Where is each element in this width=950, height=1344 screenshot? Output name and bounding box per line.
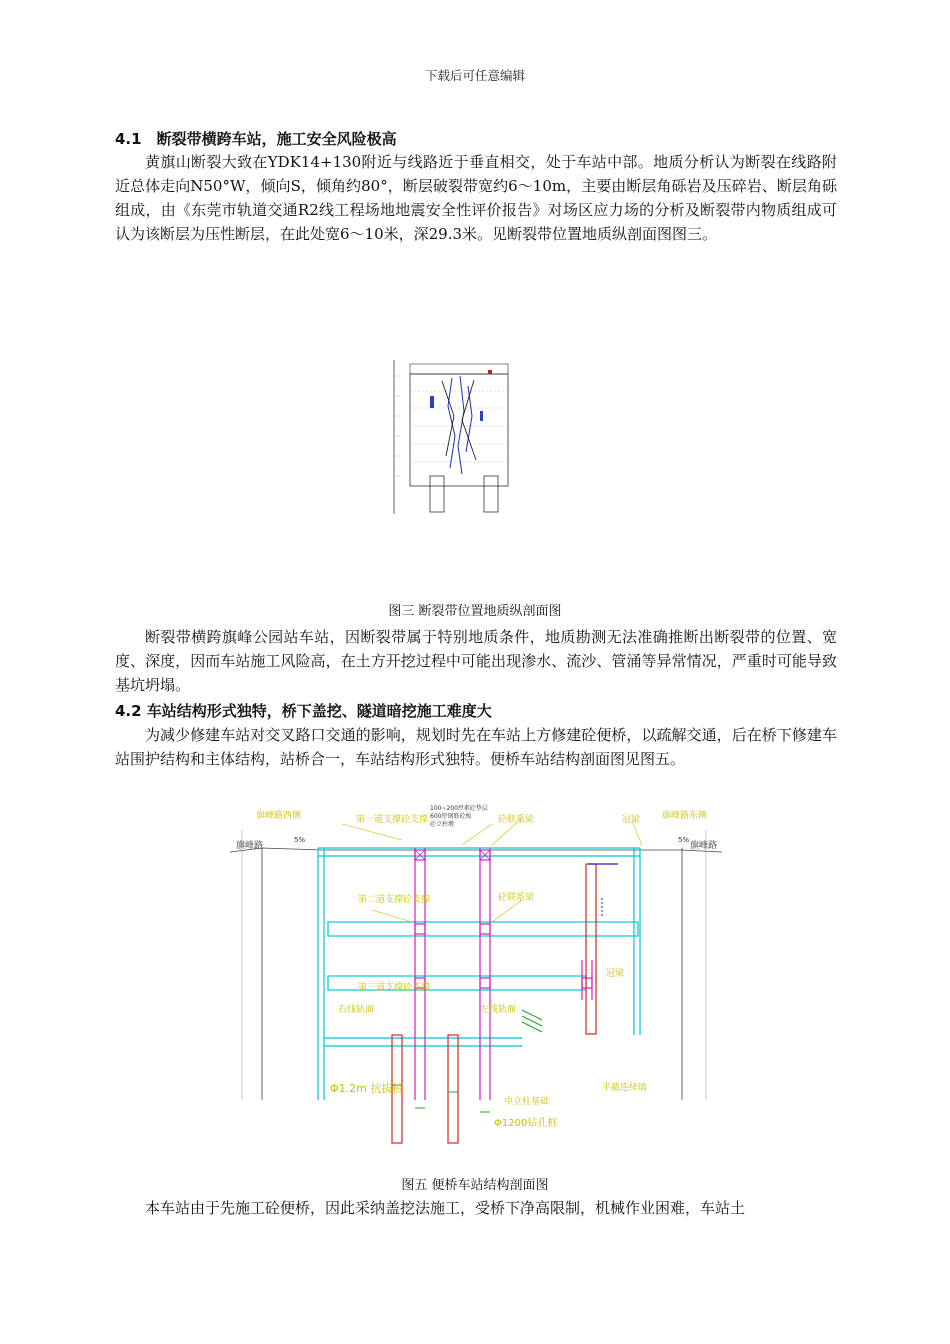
label-strut1: 第一道支撑砼支撑 <box>356 815 429 825</box>
section2-paragraph2-block <box>115 1196 837 1220</box>
label-tie-beam1: 砼联系梁 <box>498 815 535 825</box>
label-road-west: 旗峰路西侧 <box>256 811 302 821</box>
label-crown-beam2: 冠梁 <box>606 969 625 979</box>
label-strut2: 第二道支撑砼支撑 <box>358 895 431 905</box>
figure3-geological-section <box>380 356 520 518</box>
section-heading-4-2: 4.2 车站结构形式独特，桥下盖挖、隧道暗挖施工难度大 <box>115 702 492 720</box>
label-slope-left: 5% <box>294 836 306 844</box>
label-crown-beam1: 冠梁 <box>622 815 641 825</box>
label-road-left: 旗峰路 <box>236 841 264 851</box>
label-strut3: 第三道支撑砼支撑 <box>358 983 431 993</box>
section1-paragraph2: 断裂带横跨旗峰公园站车站，因断裂带属于特别地质条件，地质勘测无法准确推断出断裂带的位置、宽度、深度，因而车站施工风险高，在土方开挖过程中可能出现渗水、流沙、管涌等异常情况，严重时可能导致基坑坍塌。 <box>115 628 837 694</box>
figure5-caption: 图五 便桥车站结构剖面图 <box>401 1178 549 1193</box>
label-note3: 砼立柱墩 <box>430 821 455 828</box>
section2-paragraph1: 为减少修建车站对交叉路口交通的影响，规划时先在车站上方修建砼便桥，以疏解交通，后在桥下修建车站围护结构和主体结构，站桥合一，车站结构形式独特。便桥车站结构剖面图见图五。 <box>115 726 837 768</box>
page-header: 下载后可任意编辑 <box>424 68 525 83</box>
section1-paragraph1: 黄旗山断裂大致在YDK14+130附近与线路近于垂直相交，处于车站中部。地质分析认为断裂在线路附近总体走向N50°W，倾向S，倾角约80°，断层破裂带宽约6～10m，主要由断层角砾岩及压碎岩、断层角砾组成，由《东莞市轨道交通R2线工程场地地震安全性评价报告》对场区应力场的分析及断裂带内物质组成可认为该断层为压性断层，在此处宽6～10米，深29.3米。见断裂带位置地质纵剖面图图三。 <box>115 153 837 243</box>
label-half-wall: 半截连续墙 <box>602 1083 648 1093</box>
label-bored-pile: Φ1200钻孔桩 <box>494 1118 558 1129</box>
section-heading-4-1: 4.1 断裂带横跨车站，施工安全风险极高 <box>115 130 397 148</box>
label-note2: 600厚钢筋砼板 <box>430 813 472 820</box>
label-tie-beam2: 砼联系梁 <box>498 893 535 903</box>
figure5-structure-section <box>222 800 728 1148</box>
section1-paragraph1-block <box>115 150 837 246</box>
figure3-caption: 图三 断裂带位置地质纵剖面图 <box>388 604 562 619</box>
label-right-track: 右线轨面 <box>338 1005 375 1015</box>
section2-paragraph2: 本车站由于先施工砼便桥，因此采纳盖挖法施工，受桥下净高限制，机械作业困难，车站土 <box>145 1199 746 1217</box>
label-left-track: 左线轨面 <box>480 1005 517 1015</box>
section1-paragraph2-block <box>115 625 837 697</box>
section2-paragraph1-block <box>115 723 837 771</box>
label-note1: 100~200厚素砼垫层 <box>430 805 488 812</box>
label-center-column: 中立柱基础 <box>504 1097 550 1107</box>
label-road-east: 旗峰路东侧 <box>662 811 708 821</box>
label-pile: Φ1.2m 抗拔桩 <box>330 1082 404 1095</box>
label-road-right: 旗峰路 <box>690 841 718 851</box>
label-slope-right: 5% <box>678 836 690 844</box>
